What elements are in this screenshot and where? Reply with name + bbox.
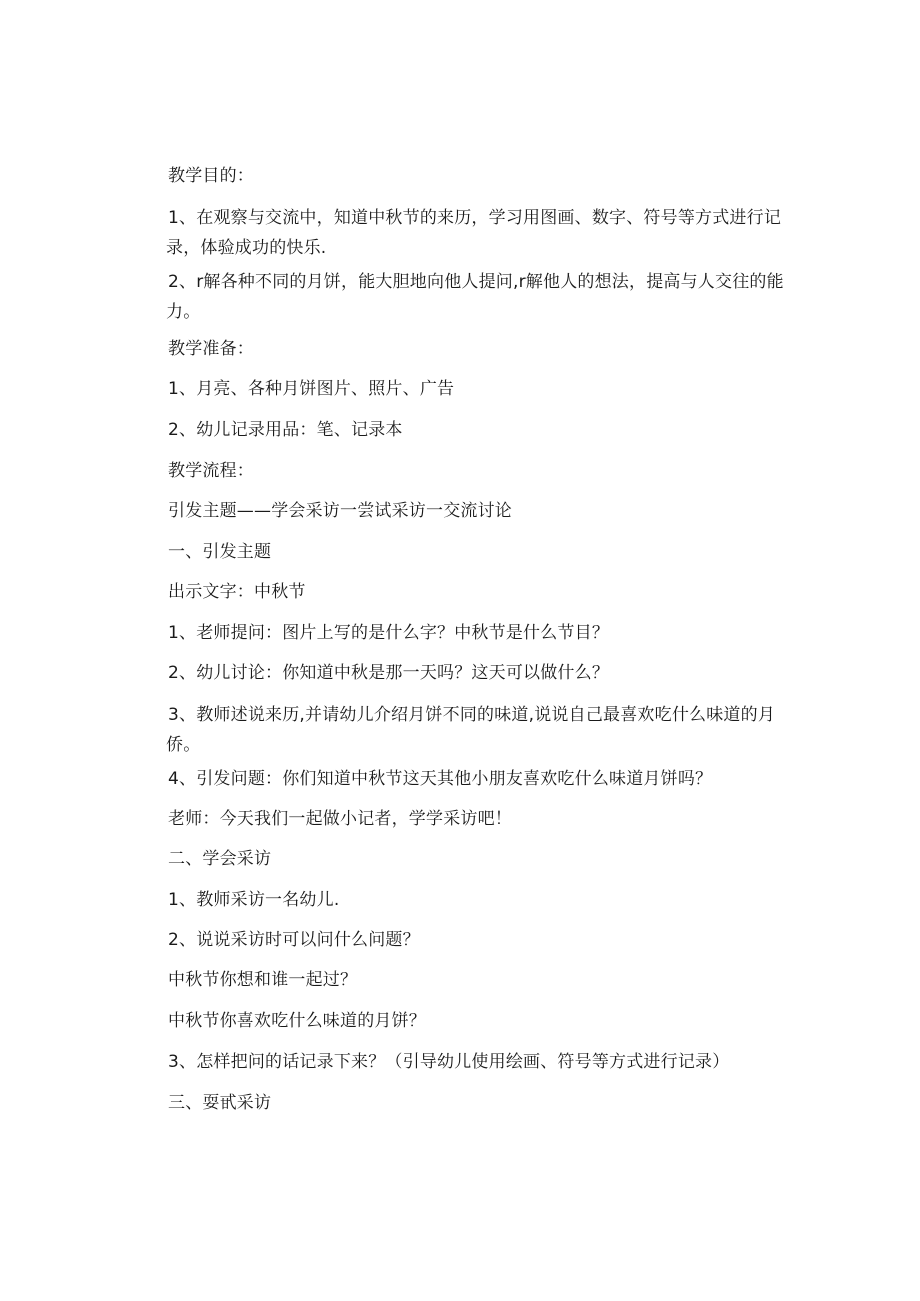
prep-item-2: 2、幼儿记录用品：笔、记录本 [168, 420, 403, 440]
process-heading: 教学流程： [168, 461, 254, 481]
section-1-item-4: 4、引发问题：你们知道中秋节这天其他小朋友喜欢吃什么味道月饼吗？ [168, 769, 713, 789]
section-1-item-1: 1、老师提问：图片上写的是什么字？中秋节是什么节目？ [168, 623, 610, 643]
section-3-title: 三、耍甙采访 [168, 1093, 272, 1113]
section-2-item-3: 3、怎样把问的话记录下来？（引导幼儿使用绘画、符号等方式进行记录） [168, 1052, 730, 1072]
prep-heading: 教学准备： [168, 339, 254, 359]
objective-1-line-1: 1、在观察与交流中，知道中秋节的来历，学习用图画、数字、符号等方式进行记 [168, 208, 782, 228]
section-2-item-2: 2、说说采访时可以问什么问题？ [168, 930, 420, 950]
objective-2-line-1: 2、r解各种不同的月饼，能大胆地向他人提问,r解他人的想法，提高与人交往的能 [168, 272, 784, 292]
objective-2 [166, 267, 784, 327]
section-2-item-1: 1、教师采访一名幼儿. [168, 890, 340, 910]
section-1-item-3 [166, 700, 776, 760]
objectives-heading: 教学目的： [168, 166, 254, 186]
section-1-item-3-line-1: 3、教师述说来历,并请幼儿介绍月饼不同的味道,说说自己最喜欢吃什么味道的月 [168, 705, 776, 725]
objective-1-line-2: 录，体验成功的快乐. [166, 238, 327, 258]
prep-item-1: 1、月亮、各种月饼图片、照片、广告 [168, 379, 455, 399]
section-1-item-2: 2、幼儿讨论：你知道中秋是那一天吗？这天可以做什么？ [168, 663, 610, 683]
section-1-title: 一、引发主题 [168, 542, 272, 562]
objective-2-line-2: 力。 [166, 302, 201, 322]
section-1-show: 出示文字：中秋节 [168, 582, 306, 602]
section-2-question-1: 中秋节你想和谁一起过？ [168, 970, 358, 990]
section-2-question-2: 中秋节你喜欢吃什么味道的月饼？ [168, 1011, 426, 1031]
process-flow: 引发主题——学会采访一尝试采访一交流讨论 [168, 501, 512, 521]
section-1-teacher: 老师：今天我们一起做小记者，学学采访吧！ [168, 809, 512, 829]
section-1-item-3-line-2: 侨。 [166, 735, 201, 755]
objective-1 [166, 203, 782, 263]
section-2-title: 二、学会采访 [168, 849, 272, 869]
